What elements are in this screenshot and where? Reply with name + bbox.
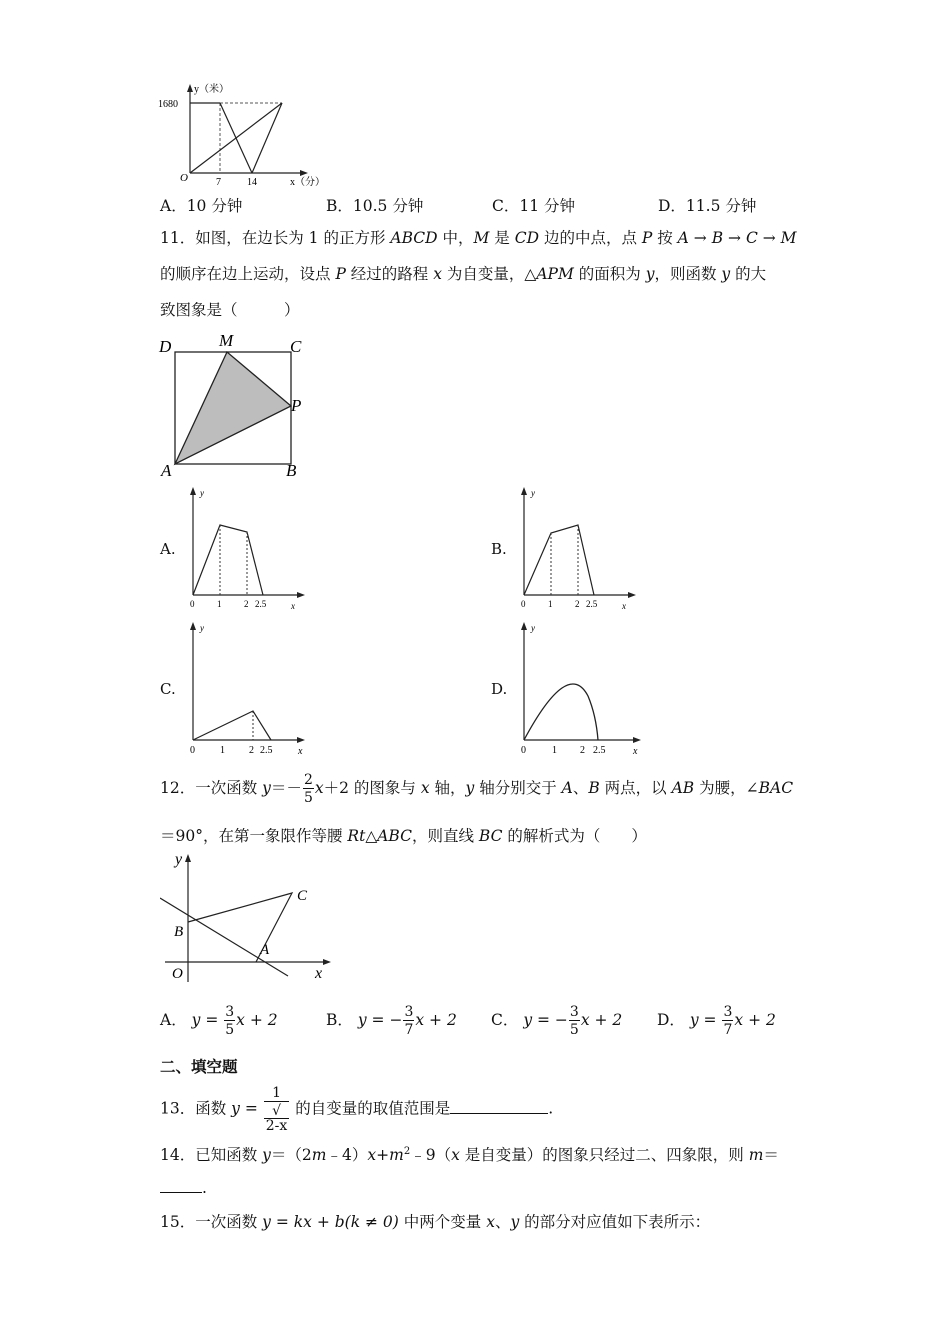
svg-text:2.5: 2.5	[255, 599, 267, 609]
section-fill-in-heading: 二、填空题	[160, 1057, 238, 1076]
svg-text:1: 1	[548, 599, 553, 609]
svg-text:y: y	[200, 623, 204, 633]
q11-option-a-graph[interactable]	[185, 485, 310, 615]
svg-text:2: 2	[580, 745, 585, 755]
svg-text:B: B	[174, 924, 184, 940]
q10-y-value: 1680	[158, 99, 178, 110]
q10-option-a[interactable]: A．10 分钟	[160, 197, 243, 215]
q13-answer-blank[interactable]	[450, 1097, 548, 1114]
q10-option-c[interactable]: C．11 分钟	[492, 197, 576, 215]
svg-text:y: y	[531, 488, 535, 498]
q10-option-b[interactable]: B．10.5 分钟	[326, 197, 424, 215]
svg-text:2: 2	[244, 599, 249, 609]
q11-option-b-label[interactable]: B.	[491, 540, 507, 558]
svg-text:1: 1	[217, 599, 222, 609]
q12-line-2: ＝90°，在第一象限作等腰 Rt△ABC，则直线 BC 的解析式为（ ）	[160, 827, 647, 845]
svg-text:y: y	[175, 851, 183, 868]
q12-line-1: 12．一次函数 y＝－ $\frac{2}{5}$ x＋2 的图象与 x 轴，y 轴分别交于 A、B 两点，以 AB 为腰，∠BAC	[160, 772, 794, 806]
q11-label-B: B	[286, 461, 297, 480]
svg-text:C: C	[297, 888, 308, 904]
q11-line-3: 致图象是（ ）	[160, 301, 300, 319]
q10-y-label: y（米）	[194, 84, 229, 95]
q10-tick-14: 14	[247, 177, 257, 188]
q10-tick-7: 7	[216, 177, 221, 188]
svg-text:x: x	[315, 965, 323, 982]
q10-option-d[interactable]: D．11.5 分钟	[658, 197, 757, 215]
svg-text:0: 0	[521, 599, 526, 609]
q11-option-a-label[interactable]: A.	[160, 540, 176, 558]
q11-square-figure	[155, 330, 315, 480]
q11-line-2: 的顺序在边上运动，设点 P 经过的路程 x 为自变量，△APM 的面积为 y，则函数 y 的大	[160, 265, 767, 283]
q11-line-1: 11．如图，在边长为 1 的正方形 ABCD 中，M 是 CD 边的中点，点 P 按 A → B → C → M	[160, 229, 797, 247]
svg-text:A: A	[260, 942, 270, 958]
q12-option-b[interactable]: B． y = − $\frac{3}{7}$ x + 2	[326, 1004, 457, 1038]
q12-fraction: $\frac{2}{5}$	[303, 772, 313, 806]
q12-option-d[interactable]: D． y = $\frac{3}{7}$ x + 2	[657, 1004, 776, 1038]
q12-option-c[interactable]: C． y = − $\frac{3}{5}$ x + 2	[491, 1004, 623, 1038]
q11-option-c-label[interactable]: C.	[160, 680, 176, 698]
q11-label-M: M	[219, 331, 234, 350]
svg-text:x: x	[633, 746, 638, 755]
svg-text:y: y	[200, 488, 204, 498]
svg-text:0: 0	[190, 745, 195, 755]
q14-line-1: 14．已知函数 $y=(2m﹣4)x+m^2﹣9(x$ 是自变量）的图象只经过二、四象限，则 m＝	[160, 1145, 779, 1164]
svg-text:1: 1	[552, 745, 557, 755]
svg-text:x: x	[622, 601, 626, 611]
svg-text:2: 2	[575, 599, 580, 609]
q10-x-label: x（分）	[290, 177, 325, 188]
q13-line: 13．函数 y = 1 √ 2-x 的自变量的取值范围是 .	[160, 1085, 554, 1134]
q14-answer-blank[interactable]	[160, 1176, 202, 1193]
svg-text:2: 2	[249, 745, 254, 755]
svg-text:2.5: 2.5	[586, 599, 598, 609]
q12-option-a[interactable]: A． y = $\frac{3}{5}$ x + 2	[160, 1004, 278, 1038]
q11-label-A: A	[161, 461, 172, 480]
q13-fraction: 1 √ 2-x	[265, 1085, 288, 1134]
q10-graph	[150, 78, 325, 188]
q11-option-d-graph[interactable]	[516, 620, 646, 755]
svg-text:2.5: 2.5	[593, 745, 606, 755]
q15-line: 15．一次函数 y = kx + b(k ≠ 0) 中两个变量 x、y 的部分对应值如下表所示：	[160, 1213, 711, 1231]
q11-option-c-graph[interactable]	[185, 620, 310, 755]
q11-label-D: D	[159, 337, 172, 356]
q10-origin: O	[180, 172, 188, 184]
q11-option-b-graph[interactable]	[516, 485, 641, 615]
q14-line-2: .	[160, 1176, 207, 1197]
q11-option-d-label[interactable]: D.	[491, 680, 508, 698]
q12-figure	[160, 850, 340, 985]
svg-text:x: x	[291, 601, 295, 611]
q11-label-P: P	[291, 396, 302, 415]
svg-text:0: 0	[190, 599, 195, 609]
svg-text:O: O	[172, 966, 183, 982]
svg-text:0: 0	[521, 745, 526, 755]
q11-label-C: C	[290, 337, 302, 356]
svg-text:y: y	[531, 623, 535, 633]
svg-text:1: 1	[220, 745, 225, 755]
svg-text:x: x	[298, 746, 303, 755]
svg-text:2.5: 2.5	[260, 745, 273, 755]
